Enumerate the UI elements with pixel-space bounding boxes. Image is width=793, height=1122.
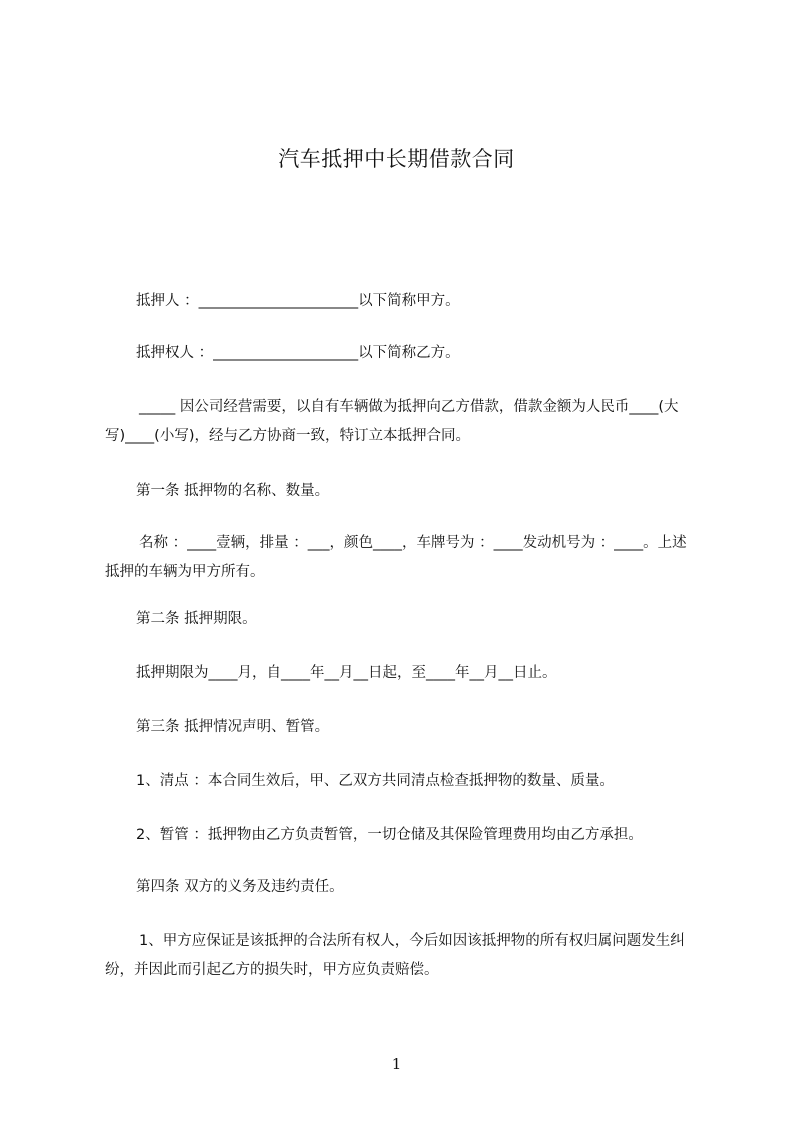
paragraph-inventory-check: 1、清点 ：本合同生效后，甲、乙双方共同清点检查抵押物的数量、质量。 <box>136 773 614 789</box>
article-two-heading: 第二条 抵押期限。 <box>136 611 257 627</box>
paragraph-custody: 2、暂管 ：抵押物由乙方负责暂管，一切仓储及其保险管理费用均由乙方承担。 <box>136 827 643 843</box>
paragraph-mortgage-term: 抵押期限为____月，自____年__月__日起，至____年__月__日止。 <box>136 665 557 681</box>
page-number: 1 <box>391 1055 402 1073</box>
paragraph-loan-purpose: _____ 因公司经营需要，以自有车辆做为抵押向乙方借款，借款金额为人民币____(大写)____(小写)，经与乙方协商一致，特订立本抵押合同。 <box>105 399 679 444</box>
paragraph-mortgagor: 抵押人 ：______________________以下简称甲方。 <box>136 293 460 309</box>
paragraph-mortgagee: 抵押权人 ：____________________以下简称乙方。 <box>136 345 460 361</box>
document-title: 汽车抵押中长期借款合同 <box>278 147 515 171</box>
article-three-heading: 第三条 抵押情况声明、暂管。 <box>136 719 330 735</box>
paragraph-vehicle-details: 名称 ：____壹辆，排量 ：___，颜色____，车牌号为 ：____发动机号为 ：____。上述抵押的车辆为甲方所有。 <box>105 535 687 580</box>
article-one-heading: 第一条 抵押物的名称、数量。 <box>136 483 330 499</box>
paragraph-ownership-warranty: 1、甲方应保证是该抵押的合法所有权人，今后如因该抵押物的所有权归属问题发生纠纷，并因此而引起乙方的损失时，甲方应负责赔偿。 <box>105 933 685 978</box>
article-four-heading: 第四条 双方的义务及违约责任。 <box>136 879 344 895</box>
